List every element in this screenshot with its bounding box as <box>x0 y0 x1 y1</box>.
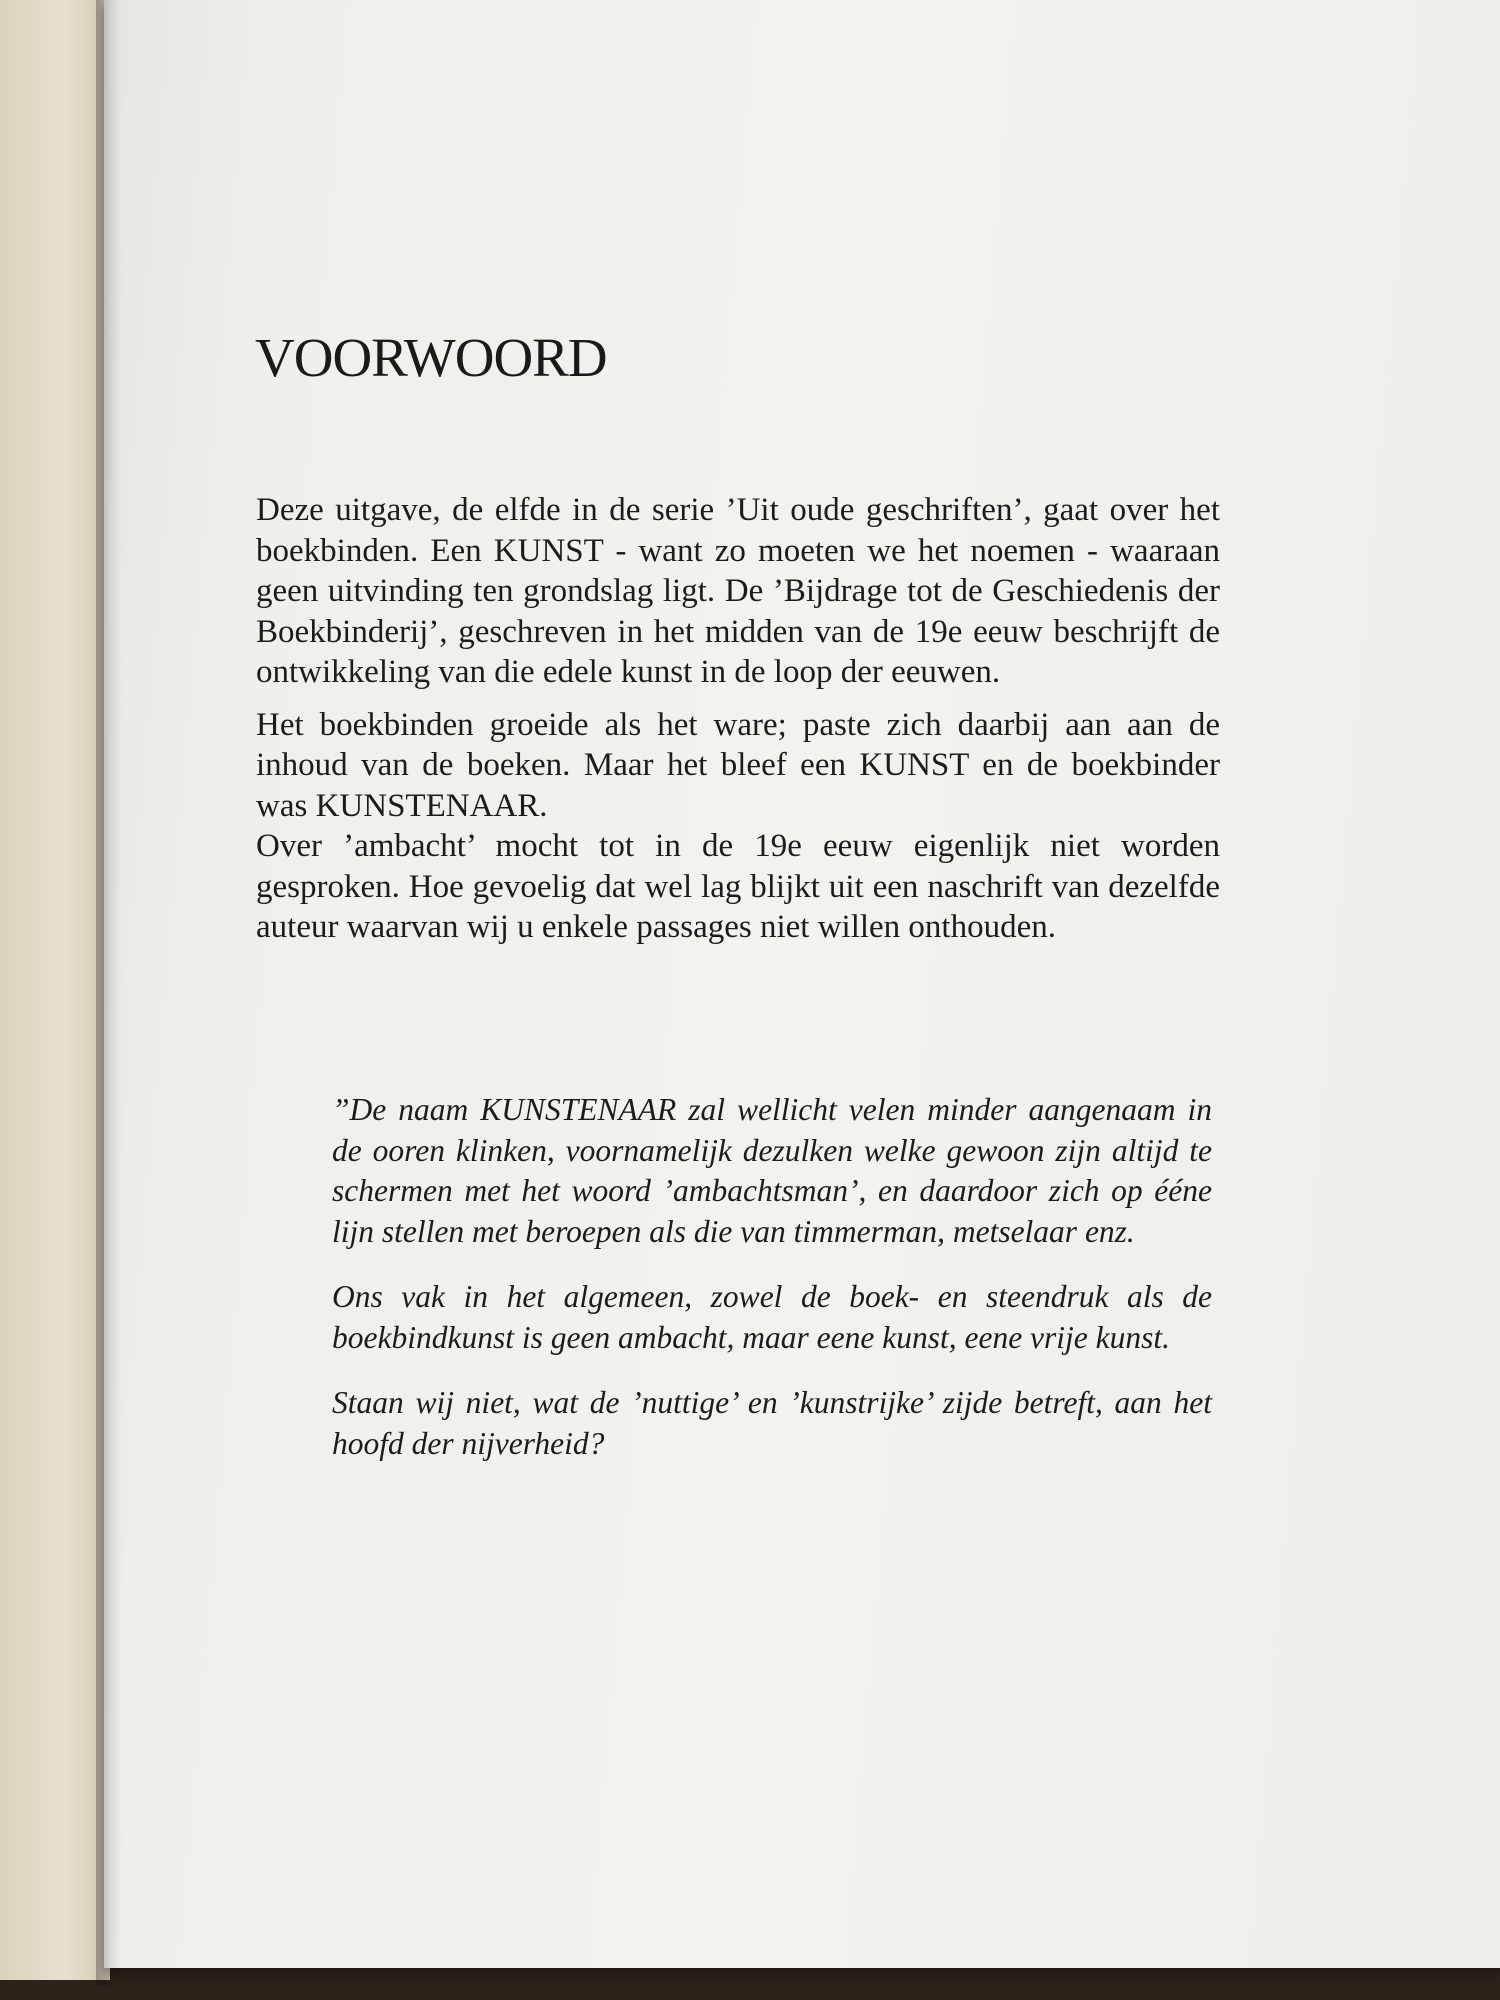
facing-page-edge <box>0 0 110 1980</box>
paragraph-ambacht: Over ’ambacht’ mocht tot in de 19e eeuw eigenlijk niet worden gesproken. Hoe gevoelig dat wel lag blijkt uit een naschrift van dezelfde auteur waarvan wij u enkele passages niet willen onthouden. <box>256 828 1220 945</box>
quote-paragraph-2: Ons vak in het algemeen, zowel de boek- en steendruk als de boekbindkunst is geen ambacht, maar eene kunst, eene vrije kunst. <box>332 1279 1212 1355</box>
quoted-passage <box>332 1090 1212 1489</box>
page-gutter-shadow <box>96 0 122 1985</box>
paragraph-kunst: Het boekbinden groeide als het ware; paste zich daarbij aan aan de inhoud van de boeken. Maar het bleef een KUNST en de boekbinder was KUNSTENAAR. <box>256 706 1220 824</box>
paragraph-intro: Deze uitgave, de elfde in de serie ’Uit oude geschriften’, gaat over het boekbinden. Een KUNST - want zo moeten we het noemen - waaraan geen uitvinding ten grondslag ligt. De ’Bijdrage tot de Geschiedenis der Boekbinderij’, geschreven in het midden van de 19e eeuw beschrijft de ontwikkeling van die edele kunst in de loop der eeuwen. <box>256 492 1220 690</box>
body-text <box>256 490 1220 960</box>
page-title: VOORWOORD <box>255 327 607 388</box>
quote-paragraph-1: ”De naam KUNSTENAAR zal wellicht velen minder aangenaam in de ooren klinken, voornamelijk dezulken welke gewoon zijn altijd te schermen met het woord ’ambachtsman’, en daardoor zich op ééne lijn stellen met beroepen als die van timmerman, metselaar enz. <box>332 1092 1212 1249</box>
quote-paragraph-3: Staan wij niet, wat de ’nuttige’ en ’kunstrijke’ zijde betreft, aan het hoofd der nijverheid? <box>332 1385 1212 1461</box>
book-page <box>104 0 1500 1968</box>
